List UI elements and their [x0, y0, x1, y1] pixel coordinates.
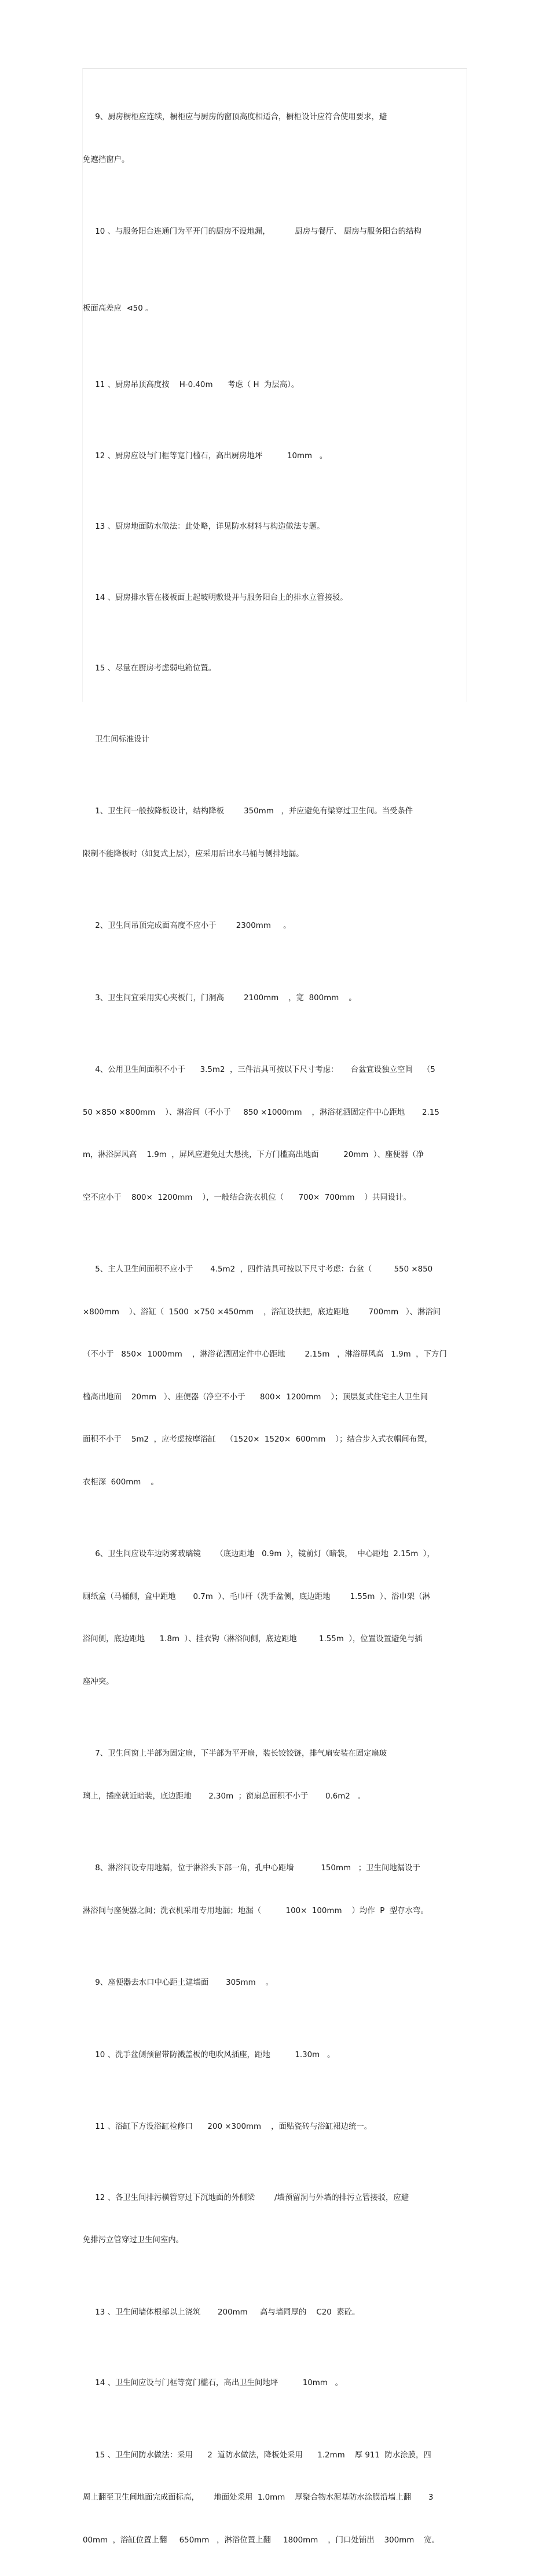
kitchen-item-11 [83, 350, 468, 421]
bathroom-item-12 [83, 2163, 468, 2276]
kitchen-item-14 [83, 563, 468, 634]
text-line: 空不应小于 800× 1200mm ），一般结合洗衣机位（ 700× 700mm ）共同设计。 [83, 1191, 468, 1206]
bathroom-item-9 [83, 1948, 468, 2019]
kitchen-item-12 [83, 421, 468, 492]
bathroom-item-2 [83, 891, 468, 962]
bathroom-item-13 [83, 2278, 468, 2349]
text-line: 3、卫生间宜采用实心夹板门，门洞高 2100mm ，宽 800mm 。 [83, 992, 468, 1006]
text-line: 12 、各卫生间排污横管穿过下沉地面的外侧梁 /墙预留洞与外墙的排污立管接驳，应避 [83, 2191, 468, 2206]
text-line: 8、淋浴间设专用地漏，位于淋浴头下部一角，孔中心距墙 150mm ；卫生间地漏设于 [83, 1862, 468, 1876]
bathroom-item-15 [83, 2420, 468, 2576]
text-line: 2、卫生间吊顶完成面高度不应小于 2300mm 。 [83, 919, 468, 934]
bathroom-item-8 [83, 1833, 468, 1947]
section-heading-bathroom [83, 705, 468, 776]
bathroom-item-11 [83, 2092, 468, 2163]
text-line: 板面高差应 ⊲50 。 [83, 302, 468, 316]
text-line: 限制不能降板时（如复式上层），应采用后出水马桶与侧排地漏。 [83, 847, 468, 862]
text-line: 7、卫生间窗上半部为固定扇，下半部为平开扇，装长铰铰链，排气扇安装在固定扇玻 [83, 1747, 468, 1761]
text-line: 9、座便器去水口中心距土建墙面 305mm 。 [83, 1976, 468, 1991]
text-line: 5、主人卫生间面积不应小于 4.5m2 ，四件洁具可按以下尺寸考虑：台盆（ 550 ×850 [83, 1263, 468, 1277]
text-line: 14 、卫生间应设与门框等宽门槛石，高出卫生间地坪 10mm 。 [83, 2376, 468, 2391]
kitchen-item-13 [83, 492, 468, 563]
text-line: （不小于 850× 1000mm ，淋浴花洒固定件中心距地 2.15m ，淋浴屏风高 1.9m ，下方门 [83, 1348, 468, 1362]
text-line: 50 ×850 ×800mm ）、淋浴间（不小于 850 ×1000mm ，淋浴花洒固定件中心距地 2.15 [83, 1106, 468, 1121]
kitchen-item-15 [83, 633, 468, 705]
bathroom-item-1 [83, 776, 468, 890]
bathroom-item-14 [83, 2348, 468, 2419]
kitchen-item-10-continued [83, 274, 468, 345]
bathroom-item-10 [83, 2020, 468, 2091]
text-line: 淋浴间与座便器之间；洗衣机采用专用地漏；地漏（ 100× 100mm ）均作 P 型存水弯。 [83, 1904, 468, 1919]
bathroom-item-5 [83, 1234, 468, 1518]
text-line: 厕纸盒（马桶侧，盒中距地 0.7m ）、毛巾杆（洗手盆侧，底边距地 1.55m ）、浴巾架（淋 [83, 1590, 468, 1605]
text-line: 1、卫生间一般按降板设计，结构降板 350mm ，并应避免有梁穿过卫生间。当受条件 [83, 805, 468, 819]
text-line: 座冲突。 [83, 1675, 468, 1690]
text-line: 周上翻至卫生间地面完成面标高， 地面处采用 1.0mm 厚聚合物水泥基防水涂膜沿墙上翻 3 [83, 2491, 468, 2505]
text-line: 4、公用卫生间面积不小于 3.5m2 ，三件洁具可按以下尺寸考虑： 台盆宜设独立空间 （5 [83, 1063, 468, 1078]
kitchen-item-10 [83, 197, 468, 268]
text-line: ×800mm ）、浴缸（ 1500 ×750 ×450mm ，浴缸设扶把，底边距地 700mm ）、淋浴间 [83, 1306, 468, 1320]
text-line: 6、卫生间应设车边防雾玻璃镜 （底边距地 0.9m ），镜前灯（暗装， 中心距地 2.15m ）， [83, 1547, 468, 1562]
text-line: 10 、与服务阳台连通门为平开门的厨房不设地漏， 厨房与餐厅、 厨房与服务阳台的结构 [83, 225, 468, 239]
text-line: 免遮挡窗户。 [83, 153, 468, 168]
bathroom-item-6 [83, 1519, 468, 1718]
text-line: 00mm ，浴缸位置上翻 650mm ，淋浴位置上翻 1800mm ，门口处铺出 300mm 宽。 [83, 2534, 468, 2548]
text-line: 12 、厨房应设与门框等宽门槛石，高出厨房地坪 10mm 。 [83, 449, 468, 464]
text-line: 15 、尽量在厨房考虑弱电箱位置。 [83, 662, 468, 676]
bathroom-item-4 [83, 1035, 468, 1233]
text-line: 衣柜深 600mm 。 [83, 1476, 468, 1490]
text-line: 10 、洗手盆侧预留带防溅盖板的电吹风插座，距地 1.30m 。 [83, 2048, 468, 2063]
bathroom-item-3 [83, 963, 468, 1034]
text-line: 15 、卫生间防水做法：采用 2 道防水做法，降板处采用 1.2mm 厚 911 防水涂膜，四 [83, 2449, 468, 2463]
text-line: 槛高出地面 20mm ）、座便器（净空不小于 800× 1200mm ）；顶层复式住宅主人卫生间 [83, 1391, 468, 1405]
text-line: 13 、卫生间墙体根部以上浇筑 200mm 高与墙同厚的 C20 素砼。 [83, 2306, 468, 2320]
kitchen-item-9 [83, 82, 468, 196]
text-line: 面积不小于 5m2 ，应考虑按摩浴缸 （1520× 1520× 600mm ）；结合步入式衣帽间布置， [83, 1433, 468, 1447]
text-line: 11 、厨房吊顶高度按 H-0.40m 考虑（ H 为层高）。 [83, 378, 468, 393]
text-line: 卫生间标准设计 [83, 733, 468, 747]
text-line: 浴间侧，底边距地 1.8m ）、挂衣钩（淋浴间侧，底边距地 1.55m ），位置设置避免与插 [83, 1632, 468, 1647]
text-line: 11 、浴缸下方设浴缸检修口 200 ×300mm ，面贴瓷砖与浴缸裙边统一。 [83, 2120, 468, 2135]
text-line: 璃上，插座就近暗装，底边距地 2.30m ；窗扇总面积不小于 0.6m2 。 [83, 1790, 468, 1804]
text-line: m，淋浴屏风高 1.9m ，屏风应避免过大悬挑，下方门槛高出地面 20mm ）、座便器（净 [83, 1148, 468, 1163]
document-body [83, 82, 468, 2576]
text-line: 免排污立管穿过卫生间室内。 [83, 2234, 468, 2248]
text-line: 14 、厨房排水管在楼板面上起坡明敷设并与服务阳台上的排水立管接驳。 [83, 591, 468, 606]
text-line: 9、厨房橱柜应连续，橱柜应与厨房的窗顶高度相适合，橱柜设计应符合使用要求，避 [83, 110, 468, 125]
text-line: 13 、厨房地面防水做法：此处略，详见防水材料与构造做法专题。 [83, 520, 468, 535]
bathroom-item-7 [83, 1719, 468, 1832]
